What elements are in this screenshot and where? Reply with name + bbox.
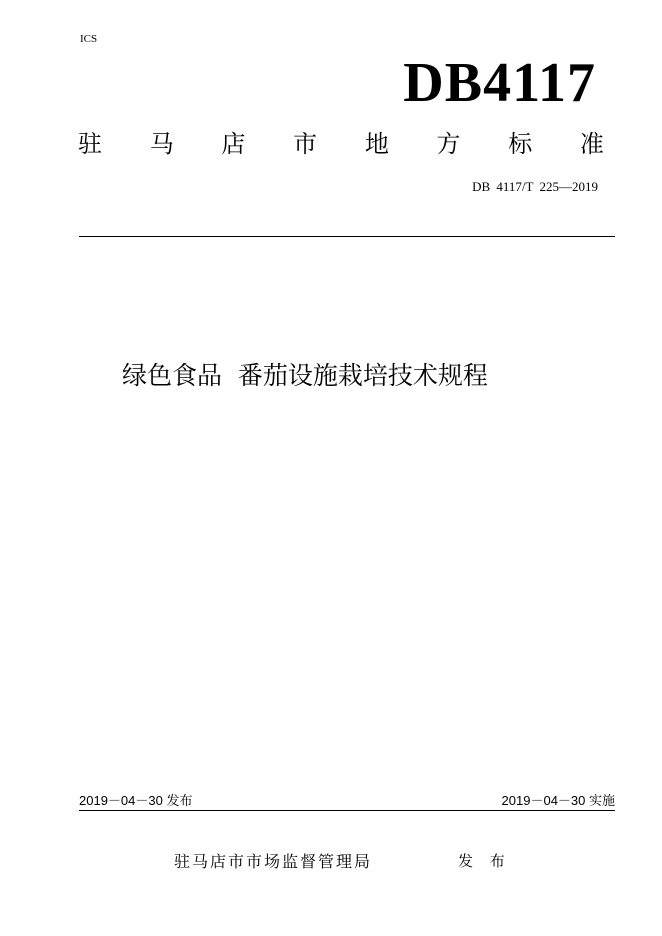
standard-code: DB4117 [403,52,596,114]
footer-divider [79,810,615,811]
document-title: 绿色食品 番茄设施栽培技术规程 [122,361,488,390]
local-standard-char: 地 [364,130,389,158]
local-standard-char: 市 [293,130,318,158]
local-standard-name [78,128,604,160]
implement-date: 2019－04－30 实施 [501,793,615,808]
issue-label: 发 布 [458,852,511,870]
header-divider [79,236,615,237]
local-standard-char: 标 [508,130,533,158]
local-standard-char: 准 [579,130,604,158]
publish-date: 2019－04－30 发布 [79,793,193,808]
ics-label: ICS [80,33,98,45]
local-standard-char: 驻 [78,130,102,158]
issuing-authority: 驻马店市市场监督管理局 [174,852,373,871]
local-standard-char: 方 [436,130,461,158]
local-standard-char: 马 [149,130,174,158]
standard-number: DB 4117/T 225—2019 [472,179,598,194]
local-standard-char: 店 [221,130,246,158]
